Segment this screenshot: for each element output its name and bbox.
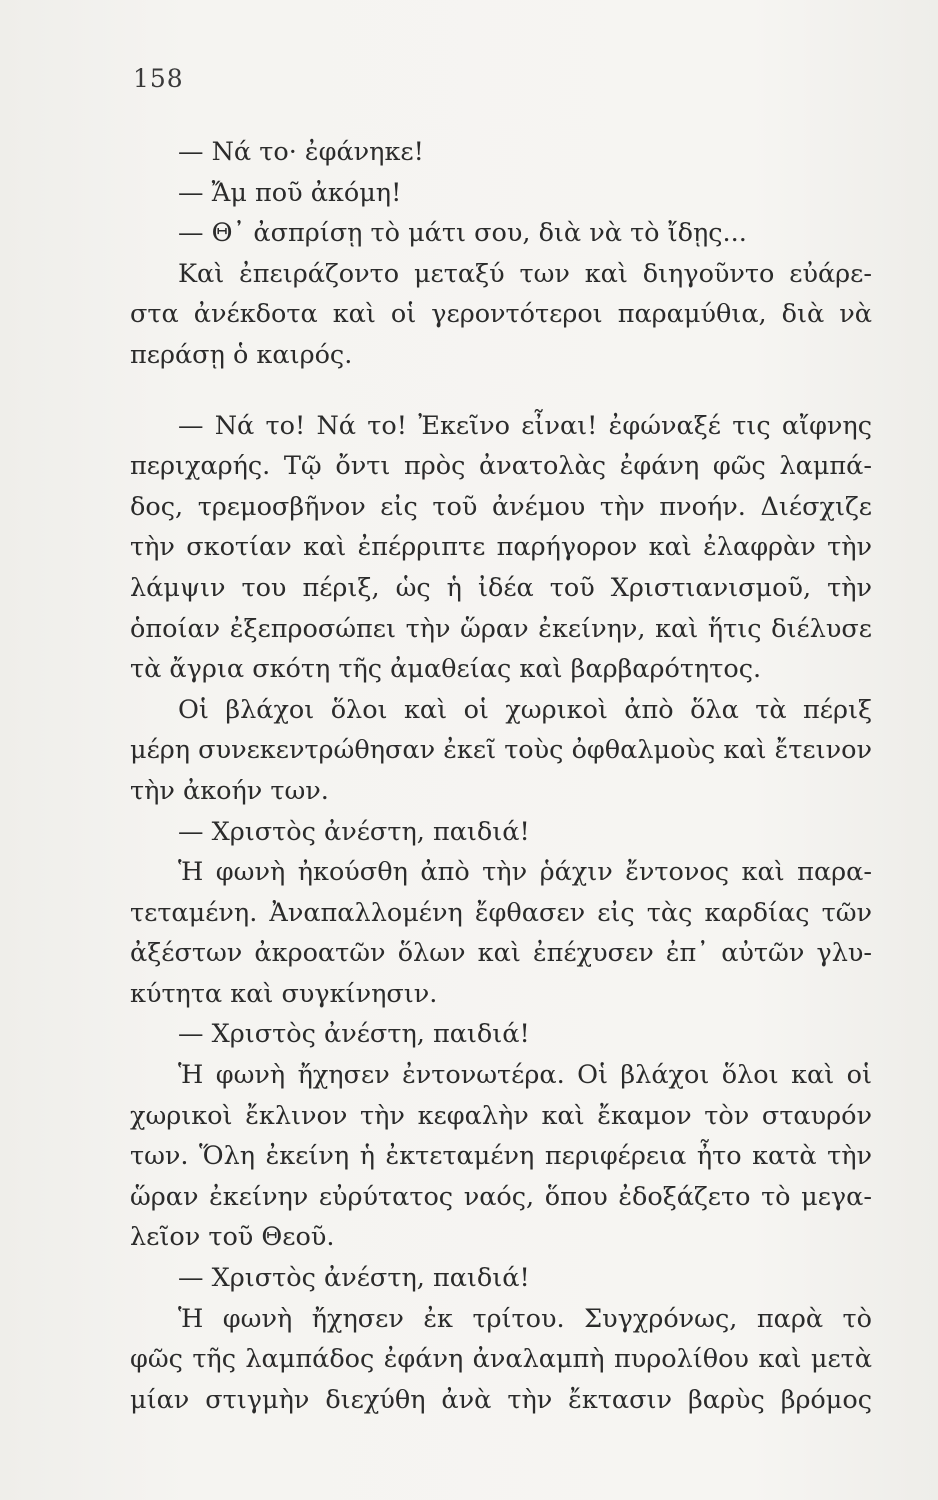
text-line: ἀξέστων ἀκροατῶν ὅλων καὶ ἐπέχυσεν ἐπ᾽ αὐτῶν γλυ- bbox=[130, 938, 872, 969]
text-line: λάμψιν του πέριξ, ὡς ἡ ἰδέα τοῦ Χριστιανισμοῦ, τὴν bbox=[130, 572, 872, 603]
text-line: — Θ᾽ ἀσπρίσῃ τὸ μάτι σου, διὰ νὰ τὸ ἴδῃς... bbox=[178, 218, 747, 249]
text-line: Ἡ φωνὴ ἠκούσθη ἀπὸ τὴν ῥάχιν ἔντονος καὶ παρα- bbox=[178, 857, 872, 888]
text-line: τεταμένη. Ἀναπαλλομένη ἔφθασεν εἰς τὰς καρδίας τῶν bbox=[130, 897, 872, 928]
text-line: μίαν στιγμὴν διεχύθη ἀνὰ τὴν ἔκτασιν βαρὺς βρόμος bbox=[130, 1384, 872, 1415]
text-line: — Χριστὸς ἀνέστη, παιδιά! bbox=[178, 1263, 530, 1294]
text-line: χωρικοὶ ἔκλινον τὴν κεφαλὴν καὶ ἔκαμον τὸν σταυρόν bbox=[130, 1100, 872, 1131]
text-line: Καὶ ἐπειράζοντο μεταξύ των καὶ διηγοῦντο εὐάρε- bbox=[178, 258, 872, 289]
text-line: — Χριστὸς ἀνέστη, παιδιά! bbox=[178, 816, 530, 847]
text-line: Οἱ βλάχοι ὅλοι καὶ οἱ χωρικοὶ ἀπὸ ὅλα τὰ πέριξ bbox=[178, 694, 872, 725]
text-line: κύτητα καὶ συγκίνησιν. bbox=[130, 978, 438, 1009]
text-line: στα ἀνέκδοτα καὶ οἱ γεροντότεροι παραμύθια, διὰ νὰ bbox=[130, 299, 872, 330]
text-line: τὴν σκοτίαν καὶ ἐπέρριπτε παρήγορον καὶ ἐλαφρὰν τὴν bbox=[130, 532, 872, 563]
text-line: περιχαρής. Τῷ ὄντι πρὸς ἀνατολὰς ἐφάνη φῶς λαμπά- bbox=[130, 451, 872, 482]
text-line: Ἡ φωνὴ ἤχησεν ἐκ τρίτου. Συγχρόνως, παρὰ τὸ bbox=[178, 1303, 872, 1334]
text-line: φῶς τῆς λαμπάδος ἐφάνη ἀναλαμπὴ πυρολίθου καὶ μετὰ bbox=[130, 1344, 872, 1375]
text-line: λεῖον τοῦ Θεοῦ. bbox=[130, 1222, 335, 1253]
page-number: 158 bbox=[133, 64, 184, 93]
text-line: τὰ ἄγρια σκότη τῆς ἀμαθείας καὶ βαρβαρότητος. bbox=[130, 654, 762, 685]
text-line: — Χριστὸς ἀνέστη, παιδιά! bbox=[178, 1019, 530, 1050]
text-line: ὥραν ἐκείνην εὐρύτατος ναός, ὅπου ἐδοξάζετο τὸ μεγα- bbox=[130, 1181, 872, 1212]
text-line: των. Ὅλη ἐκείνη ἡ ἐκτεταμένη περιφέρεια ἦτο κατὰ τὴν bbox=[130, 1141, 872, 1172]
paragraph-gap bbox=[130, 376, 872, 406]
text-line: Ἡ φωνὴ ἤχησεν ἐντονωτέρα. Οἱ βλάχοι ὅλοι καὶ οἱ bbox=[178, 1060, 872, 1091]
text-line: τὴν ἀκοήν των. bbox=[130, 775, 329, 806]
text-line: δος, τρεμοσβῆνον εἰς τοῦ ἀνέμου τὴν πνοήν. Διέσχιζε bbox=[130, 491, 872, 522]
text-line: — Ἄμ ποῦ ἀκόμη! bbox=[178, 177, 402, 208]
text-line: — Νά το! Νά το! Ἐκεῖνο εἶναι! ἐφώναξέ τις αἴφνης bbox=[178, 410, 872, 441]
text-line: μέρη συνεκεντρώθησαν ἐκεῖ τοὺς ὀφθαλμοὺς καὶ ἔτεινον bbox=[130, 735, 872, 766]
text-line: περάσῃ ὁ καιρός. bbox=[130, 339, 353, 370]
text-line: ὁποίαν ἐξεπροσώπει τὴν ὥραν ἐκείνην, καὶ ἥτις διέλυσε bbox=[130, 613, 872, 644]
body-text bbox=[130, 132, 872, 1420]
text-line: — Νά το· ἐφάνηκε! bbox=[178, 137, 424, 167]
